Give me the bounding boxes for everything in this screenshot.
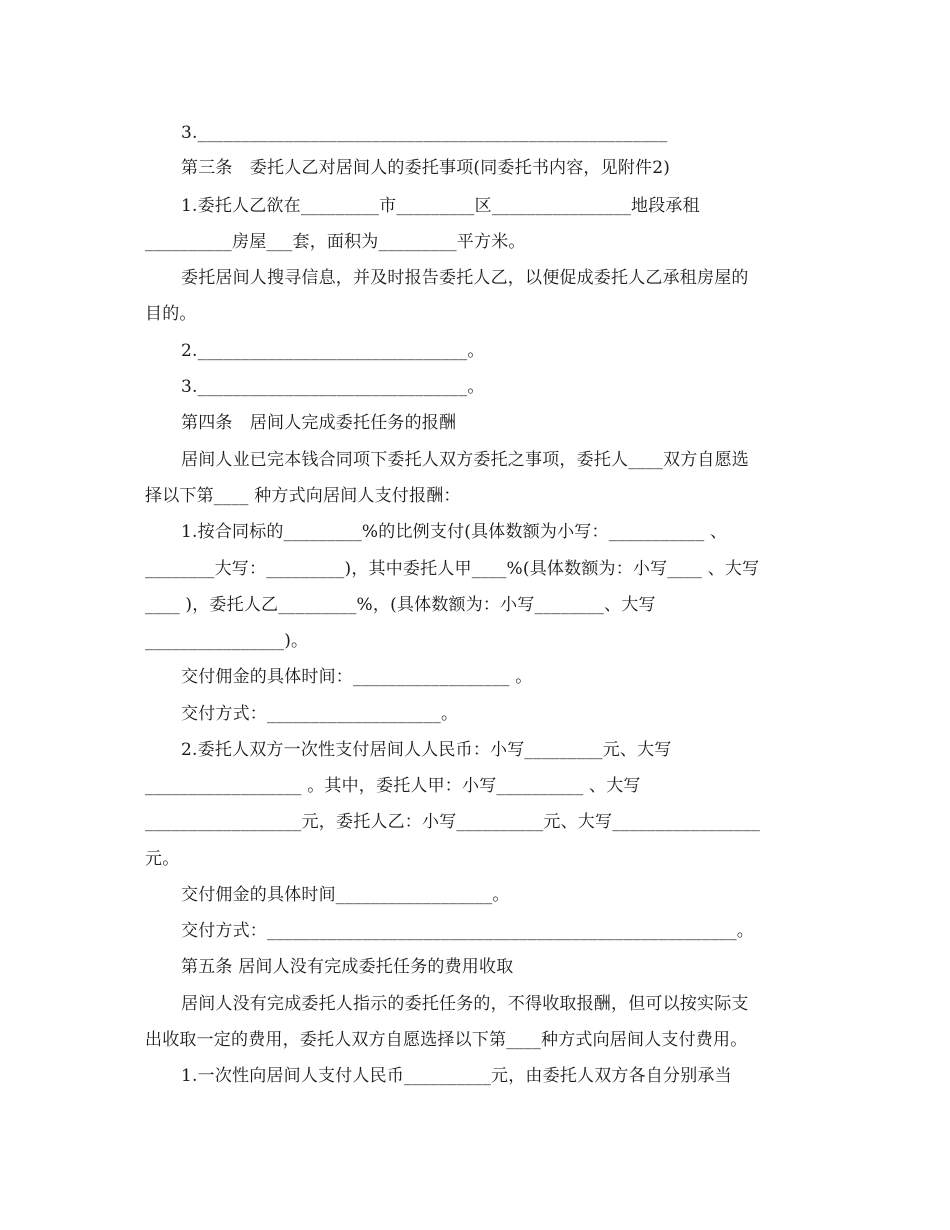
text-line: 交付佣金的具体时间：__________________ 。 xyxy=(181,667,533,687)
text-line: 居间人业已完本钱合同项下委托人双方委托之事项，委托人____双方自愿选 xyxy=(181,450,749,470)
text-line: 3._______________________________。 xyxy=(181,377,485,397)
text-line: 1.一次性向居间人支付人民币__________元，由委托人双方各自分别承当 xyxy=(181,1066,732,1086)
text-line: 目的。 xyxy=(145,304,197,324)
text-line: ____ )，委托人乙_________%，(具体数额为：小写________、大写 xyxy=(145,595,656,615)
text-line: 1.按合同标的_________%的比例支付(具体数额为小写：___________ 、 xyxy=(181,522,728,542)
text-line: 出收取一定的费用，委托人双方自愿选择以下第____种方式向居间人支付费用。 xyxy=(145,1030,748,1050)
text-line: 元。 xyxy=(145,849,180,869)
text-line: 3.______________________________________________________ xyxy=(181,123,668,143)
section-heading: 第三条 委托人乙对居间人的委托事项(同委托书内容，见附件2) xyxy=(181,158,671,178)
text-line: __________________ 。其中，委托人甲：小写__________ 、大写 xyxy=(145,776,641,796)
text-line: ________________)。 xyxy=(145,631,309,651)
section-heading: 第五条 居间人没有完成委托任务的费用收取 xyxy=(181,957,514,977)
text-line: 居间人没有完成委托人指示的委托任务的，不得收取报酬，但可以按实际支 xyxy=(181,994,749,1014)
text-line: 交付佣金的具体时间__________________。 xyxy=(181,885,510,905)
text-line: 2._______________________________。 xyxy=(181,341,485,361)
text-line: 交付方式：______________________________________________________。 xyxy=(181,921,754,941)
text-line: 2.委托人双方一次性支付居间人人民币：小写_________元、大写 xyxy=(181,740,672,760)
text-line: 1.委托人乙欲在_________市_________区________________地段承租 xyxy=(181,196,700,216)
section-heading: 第四条 居间人完成委托任务的报酬 xyxy=(181,413,457,433)
text-line: __________________元，委托人乙：小写__________元、大写_________________ xyxy=(145,812,761,832)
text-line: ________大写：_________)，其中委托人甲____%(具体数额为：小写____ 、大写 xyxy=(145,559,760,579)
text-line: 择以下第____ 种方式向居间人支付报酬： xyxy=(145,486,461,506)
text-line: 交付方式：____________________。 xyxy=(181,704,459,724)
text-line: __________房屋___套，面积为_________平方米。 xyxy=(145,232,526,252)
text-line: 委托居间人搜寻信息，并及时报告委托人乙，以便促成委托人乙承租房屋的 xyxy=(181,268,749,288)
